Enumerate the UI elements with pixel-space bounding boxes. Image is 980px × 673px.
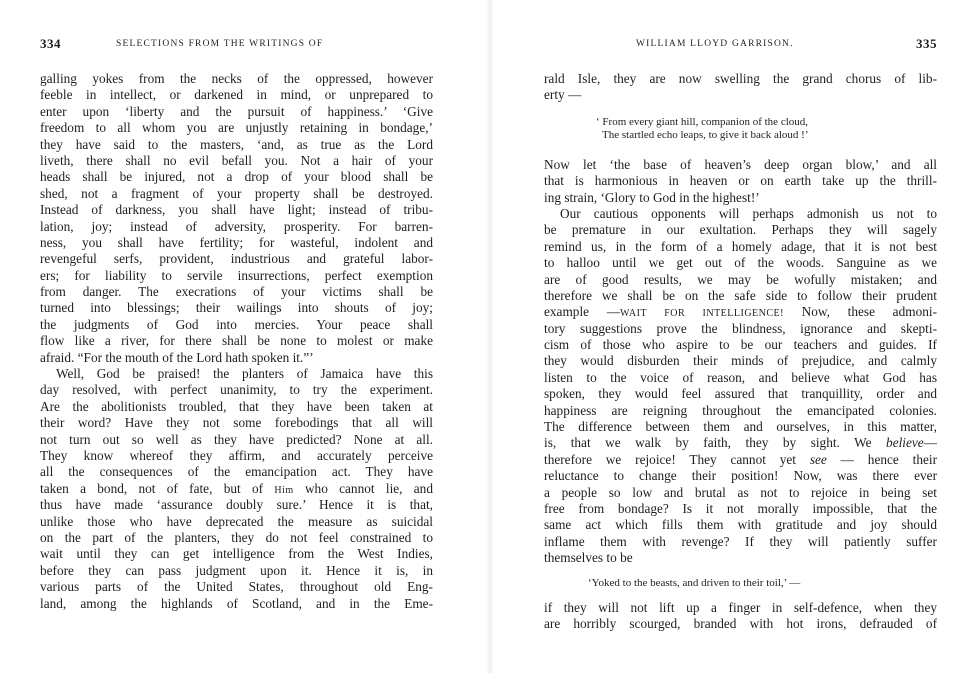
text-line: same act which fills them with gratitude and joy should — [544, 517, 937, 533]
text-segment: — hence their — [840, 451, 937, 467]
text-line: various parts of the United States, throughout old Eng- — [40, 579, 433, 595]
text-line: erty — — [544, 87, 582, 103]
text-line: The difference between them and ourselves, in this matter, — [544, 419, 937, 435]
left-running-title: SELECTIONS FROM THE WRITINGS OF — [116, 39, 324, 49]
text-line: cism of those who aspire to be our teachers and guides. If — [544, 337, 937, 353]
text-line: ness, you shall have fertility; for wasteful, indolent and — [40, 234, 433, 250]
text-line: liveth, there shall no evil befall you. Not a hair of your — [40, 152, 433, 168]
text-line: on the part of the planters, they do not feel constrained to — [40, 529, 433, 545]
text-line: not turn out so well as they have predicted? None at all. — [40, 431, 433, 447]
text-line — [544, 435, 937, 451]
text-line: the judgments of God into mercies. Your peace shall — [40, 316, 433, 332]
text-line: free from bondage? Is it not morally impossible, that the — [544, 500, 937, 516]
quote-line: ‘ From every giant hill, companion of the cloud, — [596, 115, 809, 128]
text-line: spoken, they would feel assured that tranquillity, order and — [544, 386, 937, 402]
text-line: therefore we shall be on the safe side to follow their prudent — [544, 287, 937, 303]
right-body-text — [544, 71, 937, 633]
left-body-text — [40, 71, 433, 612]
text-line: thus have made ‘assurance doubly sure.’ Hence it is that, — [40, 497, 433, 513]
text-segment: — — [923, 435, 937, 451]
text-line: flow like a river, for there shall be none to molest or make — [40, 333, 433, 349]
text-line: heads shall be injured, not a drop of your blood shall be — [40, 169, 433, 185]
text-line: be premature in our exultation. Perhaps they will sagely — [544, 222, 937, 238]
text-line: rald Isle, they are now swelling the grand chorus of lib- — [544, 71, 937, 86]
text-line: to halloo until we get out of the woods. Sanguine as we — [544, 255, 937, 271]
text-line: listen to the voice of reason, and believe what God has — [544, 369, 937, 385]
italic-see: see — [809, 451, 827, 467]
text-line: reluctance to change their position! Now, was there ever — [544, 468, 937, 484]
right-running-head — [544, 36, 937, 54]
text-line: their word? Have they not some forebodings that all will — [40, 415, 433, 431]
text-line: from danger. The execrations of your victims shall be — [40, 284, 433, 300]
text-line: unlike those who have deprecated the measure as suicidal — [40, 513, 433, 529]
text-line: inflame them with revenge? If they will patiently suffer — [544, 533, 937, 549]
text-line: lation, joy; instead of adversity, prosperity. For barren- — [40, 218, 433, 234]
text-line: are horribly scourged, branded with hot irons, defrauded of — [544, 616, 937, 632]
text-line: Instead of darkness, you shall have light; instead of tribu- — [40, 202, 433, 218]
text-line: tory suggestions prove the blindness, ignorance and skepti- — [544, 320, 937, 336]
quote-line: The startled echo leaps, to give it back aloud !’ — [602, 129, 809, 142]
text-line: remind us, in the form of a homely adage, that it is not best — [544, 238, 937, 254]
text-line: all the consequences of the emancipation act. They have — [40, 464, 433, 480]
text-line: Our cautious opponents will perhaps admonish us not to — [560, 205, 937, 221]
text-line: Well, God be praised! the planters of Jamaica have this — [56, 366, 433, 382]
text-segment: taken a bond, not of fate, but of — [40, 480, 264, 496]
text-line: freedom to all whom you are unjustly retaining in bondage,’ — [40, 120, 433, 136]
text-line: Now let ‘the base of heaven’s deep organ blow,’ and all — [544, 156, 937, 172]
text-line: land, among the highlands of Scotland, and in the Eme- — [40, 595, 433, 611]
text-line: if they will not lift up a finger in self-defence, when they — [544, 600, 937, 616]
text-segment: who cannot lie, and — [304, 480, 433, 496]
text-line — [40, 481, 433, 497]
text-segment: is, that we walk by faith, they by sight. We — [544, 435, 872, 451]
left-running-head — [40, 36, 450, 54]
text-line: before they can pass judgment upon it. Hence it is, in — [40, 562, 433, 578]
text-segment: therefore we rejoice! They cannot yet — [544, 451, 796, 467]
text-line — [544, 304, 937, 320]
text-line: shed, not a fragment of your property shall be destroyed. — [40, 185, 433, 201]
text-line: feeble in intellect, or darkened in mind, or unprepared to — [40, 87, 433, 103]
text-line: they have said to the masters, ‘and, as true as the Lord — [40, 136, 433, 152]
text-line: enter upon ‘liberty and the pursuit of happiness.’ ‘Give — [40, 103, 433, 119]
page-gutter — [486, 0, 494, 673]
quote-line: ‘Yoked to the beasts, and driven to their toil,’ — — [588, 576, 801, 589]
small-caps-him: Him — [274, 484, 294, 496]
left-page-number: 334 — [40, 36, 61, 51]
text-line: day resolved, with perfect unanimity, to try the experiment. — [40, 382, 433, 398]
text-segment: example — — [544, 304, 621, 320]
text-segment: Now, these admoni- — [784, 304, 937, 320]
text-line: happiness are reigning throughout the emancipated colonies. — [544, 402, 937, 418]
verse-quote — [544, 577, 937, 591]
text-line: that is harmonious in heaven or on earth take up the thrill- — [544, 173, 937, 189]
text-line: they would disburden their minds of prejudice, and calmly — [544, 353, 937, 369]
text-line: afraid. “For the mouth of the Lord hath spoken it.”’ — [40, 349, 314, 365]
right-page-number: 335 — [916, 36, 937, 51]
right-running-title: WILLIAM LLOYD GARRISON. — [636, 39, 794, 49]
text-line: revengeful serfs, provident, industrious and grateful labor- — [40, 251, 433, 267]
text-line — [544, 452, 937, 468]
text-line: themselves to be — [544, 550, 633, 566]
text-line: ers; for liability to servile insurrections, perfect exemption — [40, 267, 433, 283]
text-line: turned into blessings; their wailings into shouts of joy; — [40, 300, 433, 316]
italic-believe: believe — [886, 435, 924, 451]
text-line: galling yokes from the necks of the oppressed, however — [40, 71, 433, 86]
text-line: are of good results, we may be wofully mistaken; and — [544, 271, 937, 287]
text-line: Are the abolitionists troubled, that they have been taken at — [40, 398, 433, 414]
text-line: ing strain, ‘Glory to God in the highest!’ — [544, 189, 760, 205]
text-line: a people so low and brutal as not to rejoice in being set — [544, 484, 937, 500]
text-line: They know whereof they affirm, and accurately perceive — [40, 447, 433, 463]
verse-quote — [544, 116, 937, 143]
text-line: wait until they can get intelligence from the West Indies, — [40, 546, 433, 562]
small-caps-wait: WAIT FOR INTELLIGENCE! — [620, 308, 784, 320]
